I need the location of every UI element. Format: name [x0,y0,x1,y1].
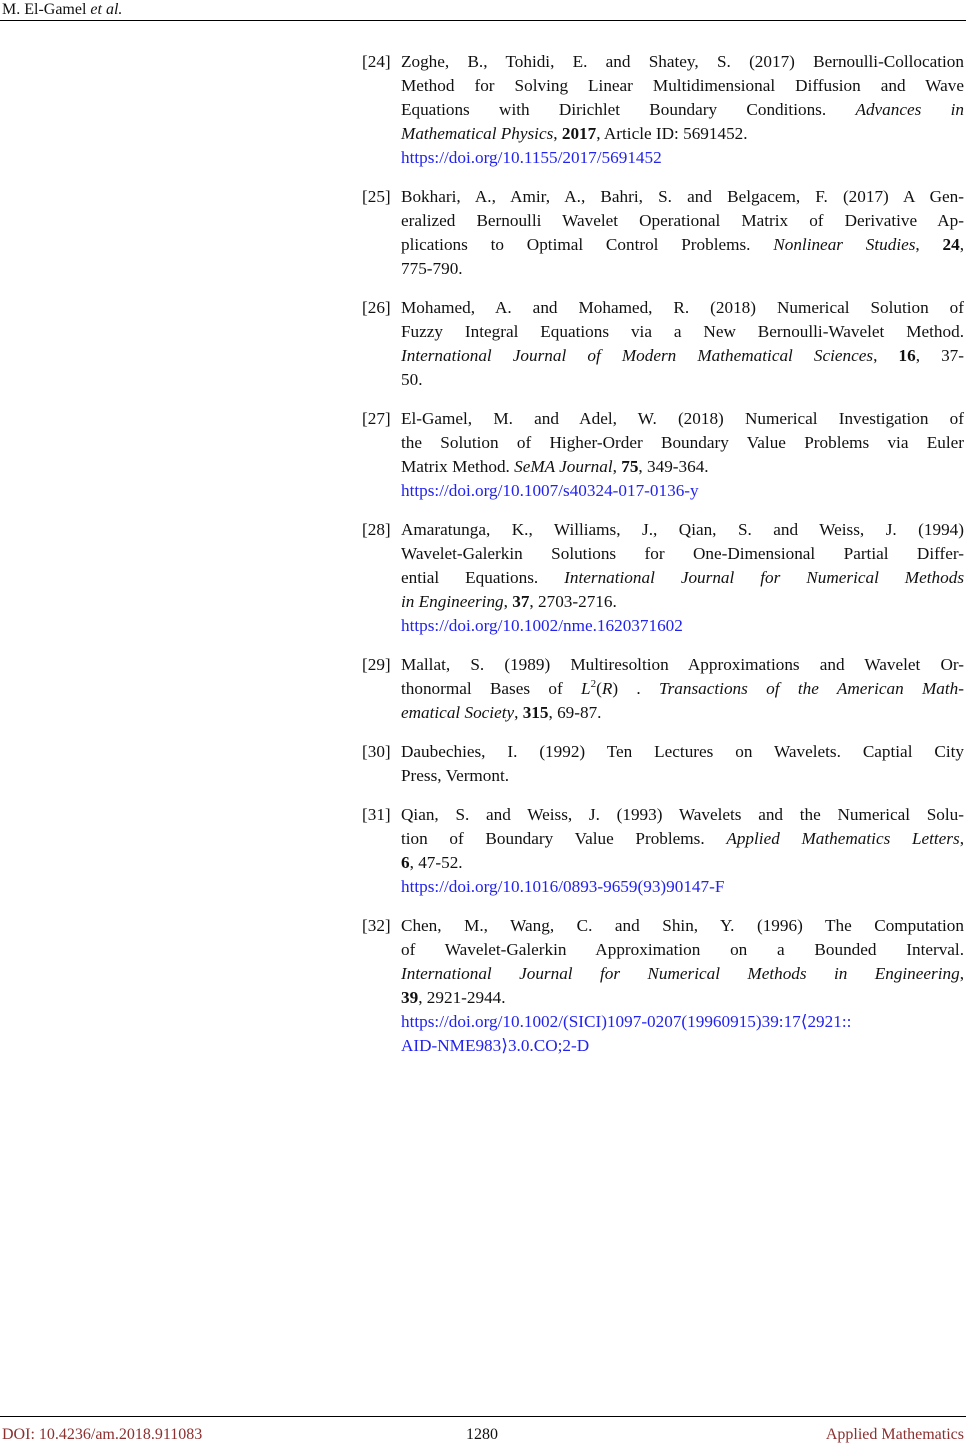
bold-text: 315 [522,703,549,722]
reference-line [401,986,964,1010]
reference-link-line [401,146,964,170]
reference-body [401,653,964,725]
bold-text: 2017 [561,124,597,143]
reference-line [401,914,964,938]
reference-body [401,518,964,614]
doi-link[interactable]: AID-NME983⟩3.0.CO;2-D [401,1036,590,1055]
italic-text: in Engineering [401,592,504,611]
reference-line [401,98,964,122]
reference-link-line [401,479,964,503]
reference-doi-link[interactable] [401,1010,964,1058]
reference-number: [27] [362,409,391,428]
superscript: 2 [590,678,597,690]
text: , [553,124,562,143]
reference-line [401,257,964,281]
reference-number: [32] [362,916,391,935]
reference-link-line [401,875,964,899]
text: , [915,235,943,254]
reference-line [401,740,964,764]
reference-line [401,233,964,257]
footer-doi[interactable]: DOI: 10.4236/am.2018.911083 [2,1426,203,1443]
doi-link[interactable]: https://doi.org/10.1002/nme.1620371602 [401,616,683,635]
header-etal: et al. [90,1,123,18]
reference-line [401,209,964,233]
bold-text: 39 [401,988,419,1007]
footer-rule [0,1416,966,1417]
doi-link[interactable]: https://doi.org/10.1002/(SICI)1097-0207(19960915)39:17⟨2921:: [401,1012,852,1031]
text: Method for Solving Linear Multidimensional Diffusion and Wave [401,76,964,95]
text: , 47-52. [409,853,463,872]
doi-link[interactable]: https://doi.org/10.1007/s40324-017-0136-y [401,481,699,500]
reference-line [401,407,964,431]
text: the Solution of Higher-Order Boundary Value Problems via Euler [401,433,964,452]
reference-number: [24] [362,52,391,71]
running-header [2,0,122,20]
text: Mohamed, A. and Mohamed, R. (2018) Numerical Solution of [401,298,964,317]
reference-number: [30] [362,742,391,761]
reference-body [401,185,964,281]
reference-link-line [401,1010,964,1034]
reference-line [401,344,964,368]
text: ( [596,679,602,698]
reference-line [401,677,964,701]
reference-item [362,653,964,725]
page-number: 1280 [466,1426,498,1443]
reference-line [401,368,964,392]
reference-line [401,185,964,209]
reference-body [401,296,964,392]
text: Bokhari, A., Amir, A., Bahri, S. and Belgacem, F. (2017) A Gen- [401,187,964,206]
reference-number: [28] [362,520,391,539]
text: Chen, M., Wang, C. and Shin, Y. (1996) The Computation [401,916,964,935]
reference-link-line [401,614,964,638]
italic-text: SeMA Journal [514,457,613,476]
reference-number: [31] [362,805,391,824]
text: , [612,457,622,476]
text: 775-790. [401,259,463,278]
reference-line [401,962,964,986]
reference-line [401,431,964,455]
reference-doi-link[interactable] [401,146,964,170]
text: , [959,235,964,254]
header-authors: M. El-Gamel [2,1,91,18]
text: El-Gamel, M. and Adel, W. (2018) Numerical Investigation of [401,409,964,428]
bold-text: 16 [898,346,916,365]
reference-line [401,803,964,827]
italic-text: R [601,679,613,698]
reference-number: [29] [362,655,391,674]
text: , [503,592,513,611]
text: Daubechies, I. (1992) Ten Lectures on Wavelets. Captial City [401,742,964,761]
reference-doi-link[interactable] [401,479,964,503]
text: , [514,703,523,722]
italic-text: Transactions of the American Math- [659,679,964,698]
text: Press, Vermont. [401,766,510,785]
text: ential Equations. [401,568,565,587]
reference-doi-link[interactable] [401,614,964,638]
reference-line [401,764,964,788]
italic-text: ematical Society [401,703,515,722]
reference-item [362,803,964,899]
reference-doi-link[interactable] [401,875,964,899]
reference-item [362,914,964,1058]
reference-body [401,803,964,875]
italic-text: Nonlinear Studies [773,235,916,254]
text: , [959,829,964,848]
italic-text: International Journal of Modern Mathematical Sciences [401,346,874,365]
text: , 37- [915,346,964,365]
text: Amaratunga, K., Williams, J., Qian, S. and Weiss, J. (1994) [401,520,964,539]
text: Zoghe, B., Tohidi, E. and Shatey, S. (2017) Bernoulli-Collocation [401,52,964,71]
reference-item [362,296,964,392]
text: plications to Optimal Control Problems. [401,235,774,254]
italic-text: L [581,679,591,698]
bold-text: 24 [942,235,960,254]
text: Qian, S. and Weiss, J. (1993) Wavelets and the Numerical Solu- [401,805,964,824]
text: , 2703-2716. [529,592,617,611]
italic-text: Mathematical Physics [401,124,554,143]
italic-text: Applied Mathematics Letters [726,829,960,848]
reference-body [401,50,964,146]
bold-text: 37 [512,592,530,611]
text: 50. [401,370,423,389]
text: eralized Bernoulli Wavelet Operational Matrix of Derivative Ap- [401,211,964,230]
reference-line [401,122,964,146]
text: Mallat, S. (1989) Multiresoltion Approximations and Wavelet Or- [401,655,964,674]
italic-text: International Journal for Numerical Methods [564,568,965,587]
reference-line [401,518,964,542]
reference-list [362,50,964,1073]
reference-item [362,50,964,170]
reference-line [401,566,964,590]
footer-journal[interactable]: Applied Mathematics [825,1426,964,1443]
text: of Wavelet-Galerkin Approximation on a Bounded Interval. [401,940,964,959]
reference-line [401,50,964,74]
reference-body [401,407,964,479]
text: , 2921-2944. [418,988,506,1007]
reference-line [401,851,964,875]
text: ) . [612,679,659,698]
reference-line [401,74,964,98]
text: Wavelet-Galerkin Solutions for One-Dimensional Partial Differ- [401,544,964,563]
reference-item [362,407,964,503]
reference-line [401,542,964,566]
reference-line [401,827,964,851]
doi-link[interactable]: https://doi.org/10.1155/2017/5691452 [401,148,662,167]
reference-number: [26] [362,298,391,317]
italic-text: Advances in [855,100,964,119]
reference-line [401,455,964,479]
text: , 69-87. [548,703,602,722]
text: thonormal Bases of [401,679,582,698]
reference-item [362,518,964,638]
reference-number: [25] [362,187,391,206]
reference-body [401,740,964,788]
doi-link[interactable]: https://doi.org/10.1016/0893-9659(93)90147-F [401,877,725,896]
reference-line [401,938,964,962]
italic-text: International Journal for Numerical Methods in Engineering [401,964,960,983]
text: tion of Boundary Value Problems. [401,829,727,848]
text: , [959,964,964,983]
reference-line [401,653,964,677]
reference-item [362,740,964,788]
reference-body [401,914,964,1010]
reference-line [401,590,964,614]
reference-item [362,185,964,281]
text: , [873,346,899,365]
text: , Article ID: 5691452. [596,124,748,143]
reference-line [401,701,964,725]
header-rule [0,20,966,21]
text: Equations with Dirichlet Boundary Conditions. [401,100,856,119]
bold-text: 75 [621,457,639,476]
text: , 349-364. [638,457,709,476]
reference-link-line [401,1034,964,1058]
reference-line [401,296,964,320]
text: Matrix Method. [401,457,515,476]
reference-line [401,320,964,344]
bold-text: 6 [401,853,410,872]
text: Fuzzy Integral Equations via a New Bernoulli-Wavelet Method. [401,322,964,341]
